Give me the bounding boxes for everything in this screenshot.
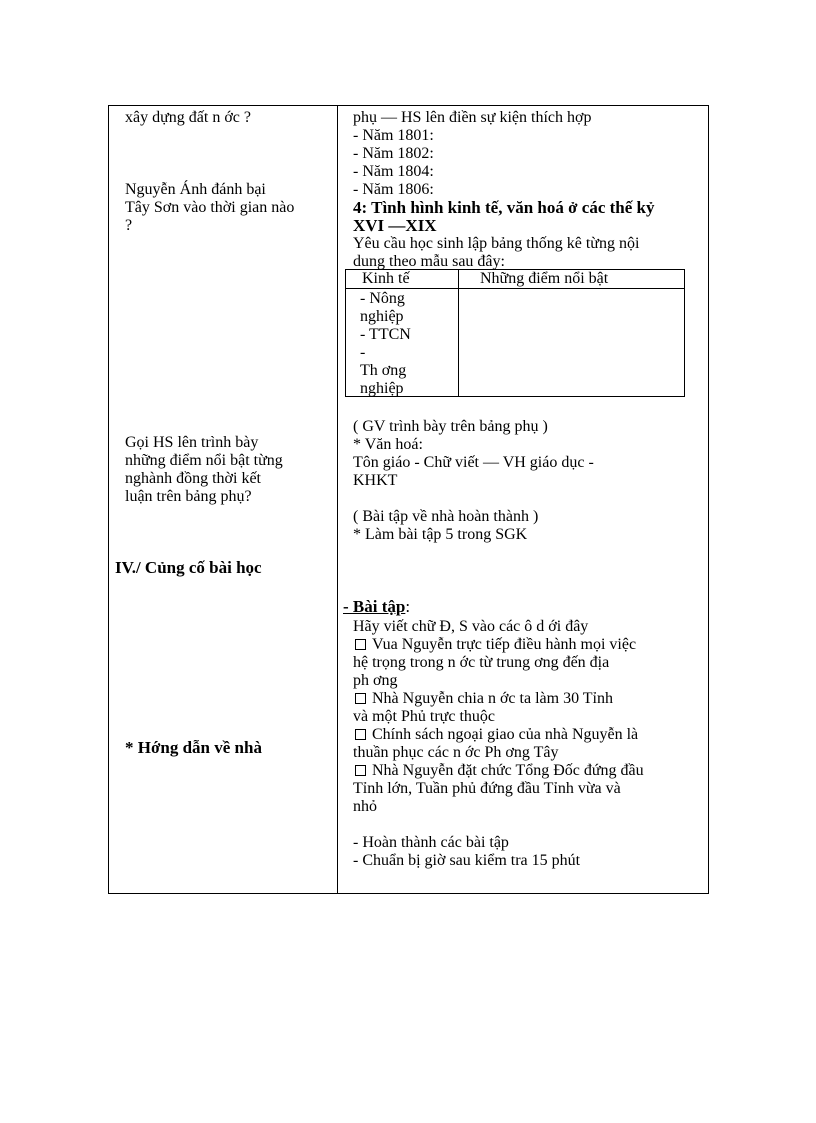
homework-note: ( Bài tập về nhà hoàn thành ) [353,508,539,525]
heading-economy-culture-line2: XVI —XIX [353,216,437,235]
culture-items-line2: KHKT [353,472,398,489]
fill-events-instruction: phụ — HS lên điền sự kiện thích hợp [353,109,592,126]
statement-4-line2: Tỉnh lớn, Tuần phủ đứng đầu Tỉnh vừa và [353,780,621,797]
instruction-present-line2: những điểm nổi bật từng [125,452,283,469]
statement-2-text: Nhà Nguyễn chia n ớc ta làm 30 Tỉnh [372,690,613,707]
table-row-handicraft: - TTCN [360,326,411,343]
table-row-commerce-cont: nghiệp [360,380,404,397]
homework-task: * Làm bài tập 5 trong SGK [353,526,528,543]
economy-template-table [345,269,685,397]
statement-2-checkbox[interactable] [355,693,366,704]
culture-items-line1: Tôn giáo - Chữ viết — VH giáo dục - [353,454,594,471]
statement-4-line3: nhỏ [353,798,377,815]
year-1801: - Năm 1801: [353,127,434,144]
column-divider [337,106,338,893]
culture-label: * Văn hoá: [353,436,423,453]
year-1806: - Năm 1806: [353,181,434,198]
statement-3-line2: thuần phục các n ớc Ph ơng Tây [353,744,559,761]
heading-economy-culture-line1: 4: Tình hình kinh tế, văn hoá ở các thế kỷ [353,198,655,217]
question-nguyen-anh-line3: ? [125,217,133,234]
statement-2-line2: và một Phủ trực thuộc [353,708,495,725]
table-row-commerce: Th ơng [360,362,407,379]
gv-note: ( GV trình bày trên bảng phụ ) [353,418,548,435]
table-header-economy: Kinh tế [362,270,410,287]
exercise-heading-label: - Bài tập [343,597,406,616]
exercise-heading-colon: : [405,597,411,616]
statement-1-line2: hệ trọng trong n ớc từ trung ơng đến địa [353,654,610,671]
instruction-present-line3: nghành đồng thời kết [125,470,261,487]
question-build-country: xây dựng đất n ớc ? [125,109,251,126]
statement-2-line1 [355,690,613,708]
statement-4-text: Nhà Nguyễn đặt chức Tổng Đốc đứng đầu [372,762,644,779]
statement-1-text: Vua Nguyễn trực tiếp điều hành mọi việc [372,636,637,653]
year-1802: - Năm 1802: [353,145,434,162]
statement-1-line1 [355,636,636,654]
statement-4-line1 [355,762,644,780]
homework-heading: * Hớng dẫn về nhà [125,738,262,757]
statement-1-line3: ph ơng [353,672,398,689]
statement-1-checkbox[interactable] [355,639,366,650]
section-consolidation-heading: IV./ Củng cố bài học [115,558,262,577]
statement-3-line1 [355,726,638,744]
inner-table-header-divider [346,288,684,289]
statement-3-text: Chính sách ngoại giao của nhà Nguyễn là [372,726,639,743]
lesson-table [108,105,709,894]
requirement-line1: Yêu cầu học sinh lập bảng thống kê từng nội [353,235,640,252]
exercise-heading [343,598,410,616]
table-row-agriculture-cont: nghiệp [360,308,404,325]
statement-4-checkbox[interactable] [355,765,366,776]
year-1804: - Năm 1804: [353,163,434,180]
requirement-line2: dung theo mẫu sau đây: [353,253,505,270]
table-row-dash: - [360,344,366,361]
homework-item-2: - Chuẩn bị giờ sau kiểm tra 15 phút [353,852,581,869]
question-nguyen-anh-line2: Tây Sơn vào thời gian nào [125,199,295,216]
instruction-present-line1: Gọi HS lên trình bày [125,434,259,451]
table-row-agriculture: - Nông [360,290,405,307]
homework-item-1: - Hoàn thành các bài tập [353,834,509,851]
instruction-present-line4: luận trên bảng phụ? [125,488,252,505]
question-nguyen-anh-line1: Nguyễn Ánh đánh bại [125,181,266,198]
exercise-instruction: Hãy viết chữ Đ, S vào các ô d ới đây [353,618,589,635]
statement-3-checkbox[interactable] [355,729,366,740]
table-header-highlights: Những điểm nổi bật [480,270,609,287]
